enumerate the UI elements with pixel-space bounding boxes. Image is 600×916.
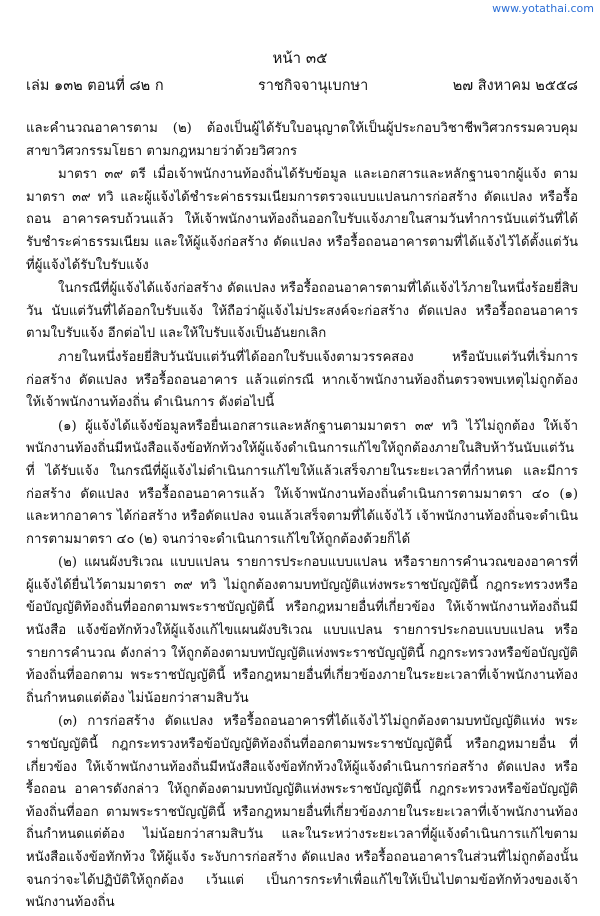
- paragraph-expiry: ในกรณีที่ผู้แจ้งได้แจ้งก่อสร้าง ดัดแปลง หรือรื้อถอนอาคารตามที่ได้แจ้งไว้ภายในหนึ่งร้อยยี่สิบวัน นับแต่วันที่ได้ออกใบรับแจ้ง ให้ถือว่าผู้แจ้งไม่ประสงค์จะก่อสร้าง ดัดแปลง หรือรื้อถอนอาคารตามใบรับแจ้ง อีกต่อไป และให้ใบรับแจ้งเป็นอันยกเลิก: [26, 281, 578, 342]
- paragraph-item-3: (๓) การก่อสร้าง ดัดแปลง หรือรื้อถอนอาคารที่ได้แจ้งไว้ไม่ถูกต้องตามบทบัญญัติแห่ง พระราชบัญญัตินี้ กฎกระทรวงหรือข้อบัญญัติท้องถิ่นที่ออกตามพระราชบัญญัตินี้ หรือกฎหมายอื่น ที่เกี่ยวข้อง ให้เจ้าพนักงานท้องถิ่นมีหนังสือแจ้งข้อทักท้วงให้ผู้แจ้งดำเนินการก่อสร้าง ดัดแปลง หรือรื้อถอน อาคารดังกล่าว ให้ถูกต้องตามบทบัญญัติแห่งพระราชบัญญัตินี้ กฎกระทรวงหรือข้อบัญญัติท้องถิ่นที่ออก ตามพระราชบัญญัตินี้ หรือกฎหมายอื่นที่เกี่ยวข้องภายในระยะเวลาที่เจ้าพนักงานท้องถิ่นกำหนดแต่ต้อง ไม่น้อยกว่าสามสิบวัน และในระหว่างระยะเวลาที่ผู้แจ้งดำเนินการแก้ไขตามหนังสือแจ้งข้อทักท้วง ให้ผู้แจ้ง ระงับการก่อสร้าง ดัดแปลง หรือรื้อถอนอาคารในส่วนที่ไม่ถูกต้องนั้นจนกว่าจะได้ปฏิบัติให้ถูกต้อง เว้นแต่ เป็นการกระทำเพื่อแก้ไขให้เป็นไปตามข้อทักท้วงของเจ้าพนักงานท้องถิ่น: [26, 714, 578, 911]
- paragraph-inspection: ภายในหนึ่งร้อยยี่สิบวันนับแต่วันที่ได้ออกใบรับแจ้งตามวรรคสอง หรือนับแต่วันที่เริ่มการก่อสร้าง ดัดแปลง หรือรื้อถอนอาคาร แล้วแต่กรณี หากเจ้าพนักงานท้องถิ่นตรวจพบเหตุไม่ถูกต้อง ให้เจ้าพนักงานท้องถิ่น ดำเนินการ ดังต่อไปนี้: [26, 349, 578, 411]
- publication-name: ราชกิจจานุเบกษา: [258, 78, 369, 94]
- publication-date: ๒๗ สิงหาคม ๒๕๕๘: [452, 78, 578, 94]
- gazette-header: [26, 74, 578, 92]
- paragraph-continuation: และคำนวณอาคารตาม (๒) ต้องเป็นผู้ได้รับใบอนุญาตให้เป็นผู้ประกอบวิชาชีพวิศวกรรมควบคุม สาขาวิศวกรรมโยธา ตามกฎหมายว่าด้วยวิศวกร: [26, 121, 578, 159]
- website-watermark: www.yotathai.com: [492, 2, 594, 15]
- page-number: หน้า ๓๕: [272, 49, 328, 67]
- volume-info: เล่ม ๑๓๒ ตอนที่ ๘๒ ก: [26, 78, 164, 94]
- paragraph-item-2: (๒) แผนผังบริเวณ แบบแปลน รายการประกอบแบบแปลน หรือรายการคำนวณของอาคารที่ ผู้แจ้งได้ยื่นไว้ตามมาตรา ๓๙ ทวิ ไม่ถูกต้องตามบทบัญญัติแห่งพระราชบัญญัตินี้ กฎกระทรวงหรือ ข้อบัญญัติท้องถิ่นที่ออกตามพระราชบัญญัตินี้ หรือกฎหมายอื่นที่เกี่ยวข้อง ให้เจ้าพนักงานท้องถิ่นมีหนังสือ แจ้งข้อทักท้วงให้ผู้แจ้งแก้ไขแผนผังบริเวณ แบบแปลน รายการประกอบแบบแปลน หรือรายการคำนวณ ดังกล่าว ให้ถูกต้องตามบทบัญญัติแห่งพระราชบัญญัตินี้ กฎกระทรวงหรือข้อบัญญัติท้องถิ่นที่ออกตาม พระราชบัญญัตินี้ หรือกฎหมายอื่นที่เกี่ยวข้องภายในระยะเวลาที่เจ้าพนักงานท้องถิ่นกำหนดแต่ต้อง ไม่น้อยกว่าสามสิบวัน: [26, 555, 578, 706]
- paragraph-item-1: (๑) ผู้แจ้งได้แจ้งข้อมูลหรือยื่นเอกสารและหลักฐานตามมาตรา ๓๙ ทวิ ไว้ไม่ถูกต้อง ให้เจ้าพนักงานท้องถิ่นมีหนังสือแจ้งข้อทักท้วงให้ผู้แจ้งดำเนินการแก้ไขให้ถูกต้องภายในสิบห้าวันนับแต่วันที่ ได้รับแจ้ง ในกรณีที่ผู้แจ้งไม่ดำเนินการแก้ไขให้แล้วเสร็จภายในระยะเวลาที่กำหนด และมีการก่อสร้าง ดัดแปลง หรือรื้อถอนอาคารแล้ว ให้เจ้าพนักงานท้องถิ่นดำเนินการตามมาตรา ๔๐ (๑) และหากอาคาร ได้ก่อสร้าง หรือดัดแปลง จนแล้วเสร็จตามที่ได้แจ้งไว้ เจ้าพนักงานท้องถิ่นจะดำเนินการตามมาตรา ๔๐ (๒) จนกว่าจะดำเนินการแก้ไขให้ถูกต้องด้วยก็ได้: [26, 418, 578, 547]
- document-body: [26, 118, 578, 916]
- paragraph-section-39-tri: มาตรา ๓๙ ตรี เมื่อเจ้าพนักงานท้องถิ่นได้รับข้อมูล และเอกสารและหลักฐานจากผู้แจ้ง ตามมาตรา ๓๙ ทวิ และผู้แจ้งได้ชำระค่าธรรมเนียมการตรวจแบบแปลนการก่อสร้าง ดัดแปลง หรือรื้อถอน อาคารครบถ้วนแล้ว ให้เจ้าพนักงานท้องถิ่นออกใบรับแจ้งภายในสามวันทำการนับแต่วันที่ได้รับชำระค่าธรรมเนียม และให้ผู้แจ้งก่อสร้าง ดัดแปลง หรือรื้อถอนอาคารตามที่ได้แจ้งไว้ได้ตั้งแต่วันที่ผู้แจ้งได้รับใบรับแจ้ง: [26, 167, 578, 273]
